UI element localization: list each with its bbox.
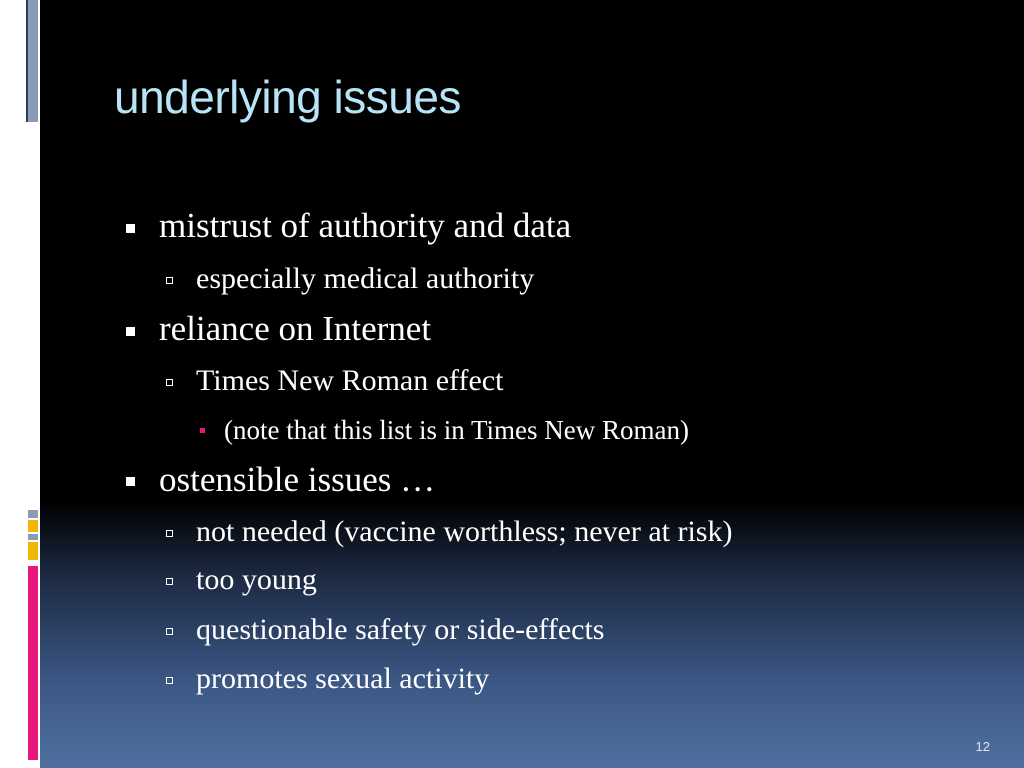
sub-bullet-item: too young <box>196 563 317 596</box>
decor-bar-gold-1 <box>28 520 38 532</box>
bullet-hollow-square-icon <box>166 578 173 585</box>
page-number: 12 <box>975 739 990 754</box>
sub-bullet-item: especially medical authority <box>196 262 535 295</box>
left-decorative-strip <box>0 0 40 768</box>
decor-bar-gray-1 <box>28 510 38 518</box>
bullet-hollow-square-icon <box>166 530 173 537</box>
bullet-square-icon <box>126 327 135 336</box>
decor-bar-pink <box>28 566 38 760</box>
sub-bullet-item: Times New Roman effect <box>196 364 504 397</box>
bullet-square-icon <box>126 224 135 233</box>
bullet-pink-square-icon <box>200 428 205 433</box>
bullet-hollow-square-icon <box>166 677 173 684</box>
slide <box>40 0 1024 768</box>
sub-bullet-item: promotes sexual activity <box>196 662 490 695</box>
bullet-list <box>40 0 1024 768</box>
bullet-item: ostensible issues … <box>159 460 436 499</box>
sub-bullet-item: not needed (vaccine worthless; never at risk) <box>196 515 733 548</box>
bullet-hollow-square-icon <box>166 628 173 635</box>
bullet-hollow-square-icon <box>166 277 173 284</box>
bullet-item: reliance on Internet <box>159 309 432 348</box>
slide-title: underlying issues <box>114 71 461 123</box>
sub-bullet-item: questionable safety or side-effects <box>196 613 605 646</box>
sub-sub-bullet-item: (note that this list is in Times New Roman) <box>224 415 690 445</box>
decor-bar-gray-top <box>28 0 38 122</box>
decor-bar-dark-top <box>26 0 28 122</box>
decor-bar-gray-2 <box>28 534 38 540</box>
decor-bar-gold-2 <box>28 542 38 560</box>
bullet-hollow-square-icon <box>166 379 173 386</box>
bullet-square-icon <box>126 477 135 486</box>
bullet-item: mistrust of authority and data <box>159 206 572 245</box>
